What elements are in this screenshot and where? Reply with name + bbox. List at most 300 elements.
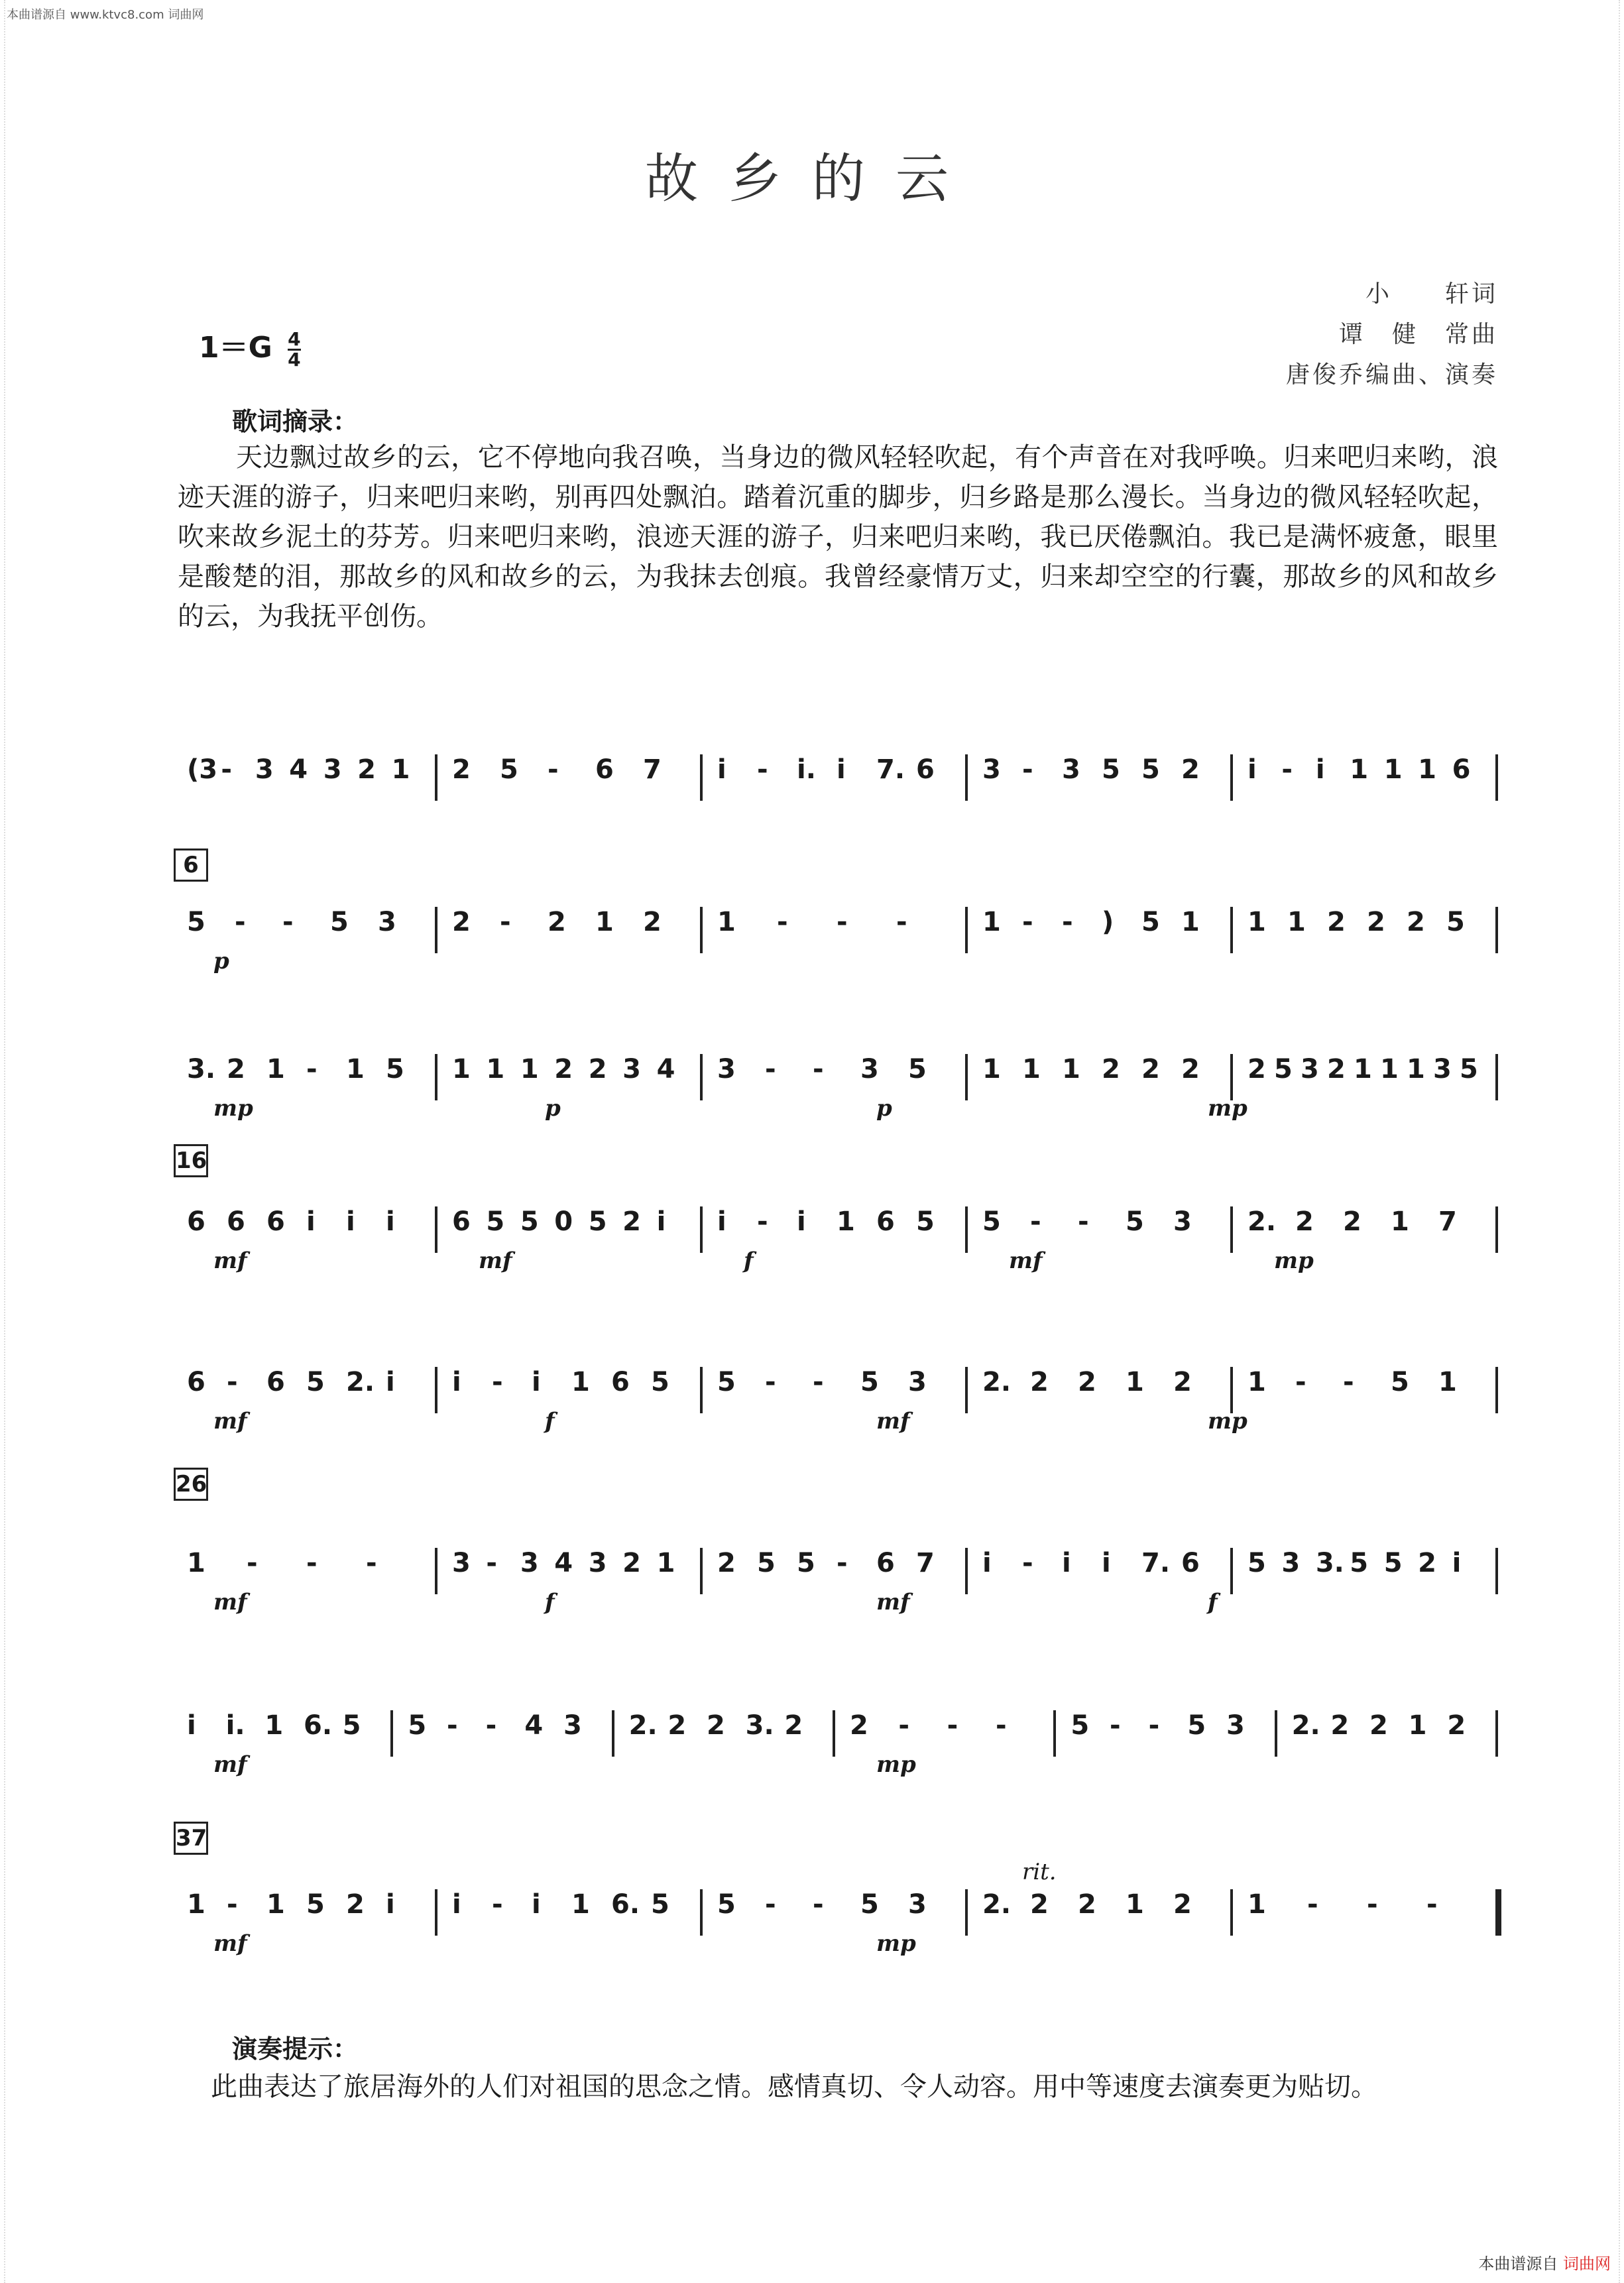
barline (435, 1054, 437, 1100)
barline (1230, 1548, 1233, 1594)
note: 3 (1433, 1054, 1452, 1084)
dynamic-marking: mp (876, 1751, 916, 1778)
note: - (813, 1889, 824, 1920)
note: 2 (1102, 1054, 1120, 1084)
dynamic-marking: f (545, 1589, 555, 1615)
note: 2 (1173, 1367, 1192, 1397)
note: 6 (452, 1206, 471, 1237)
note: 5 (187, 907, 205, 937)
credit-arranger: 唐俊乔编曲、演奏 (1285, 361, 1498, 388)
note: 1 (1407, 1054, 1425, 1084)
barline (390, 1710, 393, 1757)
staff-line (174, 1548, 1499, 1627)
note: 5 (1383, 1548, 1403, 1578)
dynamic-marking: p (213, 948, 229, 974)
note: 3 (908, 1367, 927, 1397)
barline (1230, 907, 1233, 953)
note: - (227, 1889, 238, 1920)
note: 1 (187, 1548, 205, 1578)
barline (1230, 1054, 1233, 1100)
note: 7. (1141, 1548, 1171, 1578)
note: 5 (916, 1206, 935, 1237)
note: 2 (1330, 1710, 1350, 1741)
note: - (1022, 1548, 1033, 1578)
note: 3 (908, 1889, 927, 1920)
note: 1 (1062, 1054, 1080, 1084)
note: i (797, 1206, 806, 1237)
barline (965, 1548, 968, 1594)
note: 5 (520, 1206, 539, 1237)
staff-line (174, 754, 1499, 834)
barline (1495, 907, 1498, 953)
note: 1 (1247, 1367, 1266, 1397)
dynamic-marking: mf (479, 1248, 512, 1274)
note: 3. (1315, 1548, 1344, 1578)
note: 1 (1181, 907, 1200, 937)
note: 6 (611, 1367, 630, 1397)
staff-line (174, 1206, 1499, 1286)
note: 1 (346, 1054, 365, 1084)
note: 7 (916, 1548, 935, 1578)
credit-lyricist: 小 轩词 (1365, 280, 1498, 308)
note: 2 (588, 1054, 607, 1084)
note: - (306, 1054, 318, 1084)
note: - (492, 1889, 503, 1920)
note: 2 (707, 1710, 725, 1741)
barline (1495, 1710, 1498, 1757)
note: - (765, 1054, 776, 1084)
note: 1 (520, 1054, 539, 1084)
note: 5 (1102, 754, 1120, 785)
note: 5 (982, 1206, 1001, 1237)
barline (1495, 1206, 1498, 1253)
note: 2. (346, 1367, 375, 1397)
note: - (896, 907, 907, 937)
note: - (765, 1367, 776, 1397)
note: 1 (266, 1054, 285, 1084)
footer (1478, 2251, 1611, 2274)
note: - (1148, 1710, 1160, 1741)
dynamic-marking: mp (1208, 1408, 1247, 1434)
note: 3. (745, 1710, 774, 1741)
key-signature (199, 323, 301, 369)
note: 3 (860, 1054, 879, 1084)
note: 6 (1181, 1548, 1200, 1578)
note: 1 (837, 1206, 855, 1237)
note: 6 (266, 1206, 285, 1237)
barline (700, 1054, 703, 1100)
note: i (717, 1206, 726, 1237)
note: 4 (554, 1548, 573, 1578)
dynamic-marking: mp (1208, 1095, 1247, 1122)
note: 1 (982, 1054, 1001, 1084)
note: 5 (486, 1206, 505, 1237)
staff-line (174, 1054, 1499, 1134)
footer-site: 词曲网 (1563, 2254, 1611, 2273)
note: 3 (1301, 1054, 1319, 1084)
note: 3 (622, 1054, 641, 1084)
barline (1495, 1367, 1498, 1413)
barline (1275, 1710, 1277, 1757)
note: 2 (227, 1054, 245, 1084)
note: 3 (982, 754, 1001, 785)
note: 1 (1383, 754, 1403, 785)
note: i (386, 1367, 395, 1397)
note: 3 (323, 754, 342, 785)
note: 2 (717, 1548, 736, 1578)
note: i (717, 754, 726, 785)
note: - (813, 1054, 824, 1084)
note: 3 (255, 754, 274, 785)
note: 1 (595, 907, 614, 937)
note: 3 (588, 1548, 607, 1578)
staff-line (174, 907, 1499, 986)
note: 1 (1287, 907, 1306, 937)
note: 3 (378, 907, 396, 937)
barline (435, 754, 437, 801)
note: 5 (588, 1206, 607, 1237)
note: 3 (563, 1710, 582, 1741)
note: 4 (656, 1054, 675, 1084)
note: - (485, 1710, 497, 1741)
note: - (813, 1367, 824, 1397)
note: i (386, 1889, 395, 1920)
note: 2 (1181, 754, 1200, 785)
note: 2 (1369, 1710, 1388, 1741)
note: 5 (797, 1548, 815, 1578)
note: 1 (1380, 1054, 1399, 1084)
note: - (1022, 754, 1033, 785)
note: i (452, 1889, 461, 1920)
note: 2. (628, 1710, 658, 1741)
note: - (947, 1710, 958, 1741)
note: 2 (1173, 1889, 1192, 1920)
note: 3 (1062, 754, 1080, 785)
barline (700, 754, 703, 801)
note: i (1315, 754, 1325, 785)
note: i (532, 1889, 541, 1920)
dynamic-marking: p (545, 1095, 561, 1122)
note: 1 (1022, 1054, 1041, 1084)
note: 1 (571, 1367, 590, 1397)
note: - (1281, 754, 1293, 785)
note: 1 (1438, 1367, 1457, 1397)
note: 5 (717, 1367, 736, 1397)
note: 1 (1247, 1889, 1266, 1920)
barline (965, 907, 968, 953)
barline (700, 1889, 703, 1936)
note: 1 (1354, 1054, 1372, 1084)
barline (1495, 1054, 1498, 1100)
barline (700, 1206, 703, 1253)
barline (1495, 1889, 1501, 1936)
barline (1230, 754, 1233, 801)
barline (1230, 1367, 1233, 1413)
note: - (1062, 907, 1073, 937)
note: 2 (643, 907, 662, 937)
note: 6 (595, 754, 614, 785)
note: i (1102, 1548, 1111, 1578)
rehearsal-mark: 16 (174, 1144, 208, 1177)
dynamic-marking: f (744, 1248, 754, 1274)
note: 5 (1141, 907, 1160, 937)
note: - (500, 907, 511, 937)
note: 5 (1460, 1054, 1478, 1084)
note: 2 (622, 1548, 641, 1578)
note: 1 (266, 1889, 285, 1920)
note: 7 (643, 754, 662, 785)
note: 1 (982, 907, 1001, 937)
barline (435, 1367, 437, 1413)
note: 2. (982, 1367, 1012, 1397)
note: 5 (908, 1054, 927, 1084)
note: 5 (1071, 1710, 1090, 1741)
barline (435, 1548, 437, 1594)
note: 1 (1126, 1889, 1144, 1920)
note: - (306, 1548, 318, 1578)
note: 6 (266, 1367, 285, 1397)
note: 5 (408, 1710, 427, 1741)
dynamic-marking: mf (213, 1930, 247, 1957)
note: 2 (622, 1206, 641, 1237)
barline (1053, 1710, 1056, 1757)
dynamic-marking: mf (213, 1589, 247, 1615)
barline (965, 1367, 968, 1413)
note: 5 (1187, 1710, 1206, 1741)
note: - (1295, 1367, 1306, 1397)
note: - (366, 1548, 377, 1578)
note: i (346, 1206, 355, 1237)
note: i (1247, 754, 1257, 785)
note: 6 (1452, 754, 1471, 785)
page-title: 故乡的云 (645, 148, 979, 209)
barline (435, 907, 437, 953)
barline (1495, 754, 1498, 801)
note: - (1307, 1889, 1318, 1920)
note: 3 (1281, 1548, 1301, 1578)
note: - (447, 1710, 458, 1741)
note: 5 (1141, 754, 1160, 785)
note: 2 (1078, 1889, 1096, 1920)
lyrics-heading: 歌词摘录： (232, 406, 359, 436)
note: 6 (916, 754, 935, 785)
barline (965, 1206, 968, 1253)
note: i. (797, 754, 816, 785)
dynamic-marking: mf (213, 1751, 247, 1778)
barline (965, 1054, 968, 1100)
note: 5 (500, 754, 518, 785)
note: - (1078, 1206, 1089, 1237)
note: - (221, 754, 233, 785)
tempo-annotation: rit. (1022, 1859, 1057, 1885)
rehearsal-mark: 26 (174, 1468, 208, 1501)
note: 7 (1438, 1206, 1457, 1237)
note: 6 (227, 1206, 245, 1237)
barline (700, 1367, 703, 1413)
note: 1 (1391, 1206, 1409, 1237)
note: 5 (330, 907, 349, 937)
note: 5 (1126, 1206, 1144, 1237)
key-text: 1＝G (199, 331, 272, 365)
note: 6 (876, 1548, 895, 1578)
note: i (187, 1710, 196, 1741)
note: 2 (1247, 1054, 1266, 1084)
note: - (765, 1889, 776, 1920)
note: 3. (187, 1054, 216, 1084)
note: 3 (452, 1548, 471, 1578)
note: 5 (860, 1889, 879, 1920)
dynamic-marking: mp (213, 1095, 253, 1122)
barline (1495, 1548, 1498, 1594)
note: 4 (289, 754, 308, 785)
note: 3 (520, 1548, 539, 1578)
note: - (777, 907, 788, 937)
barline (612, 1710, 614, 1757)
note: - (1030, 1206, 1041, 1237)
dynamic-marking: f (1208, 1589, 1218, 1615)
dynamic-marking: mf (213, 1408, 247, 1434)
barline (435, 1889, 437, 1936)
right-page-edge (1609, 0, 1620, 2283)
footer-prefix: 本曲谱源自 (1478, 2254, 1558, 2273)
staff-line (174, 1367, 1499, 1446)
note: - (837, 1548, 848, 1578)
note: i (1062, 1548, 1071, 1578)
note: 1 (187, 1889, 205, 1920)
tips-body: 此曲表达了旅居海外的人们对祖国的思念之情。感情真切、令人动容。用中等速度去演奏更为贴切。 (211, 2072, 1377, 2102)
note: 2. (982, 1889, 1012, 1920)
note: 2 (452, 907, 471, 937)
note: 6 (187, 1206, 205, 1237)
note: 3 (717, 1054, 736, 1084)
note: 5 (342, 1710, 361, 1741)
note: 5 (1247, 1548, 1266, 1578)
barline (833, 1710, 835, 1757)
note: 2 (346, 1889, 365, 1920)
note: i (532, 1367, 541, 1397)
note: 5 (1350, 1548, 1369, 1578)
note: 5 (1446, 907, 1465, 937)
note: i (452, 1367, 461, 1397)
note: - (1426, 1889, 1438, 1920)
note: 5 (860, 1367, 879, 1397)
dynamic-marking: f (545, 1408, 555, 1434)
note: 1 (1126, 1367, 1144, 1397)
note: - (227, 1367, 238, 1397)
note: 2. (1291, 1710, 1320, 1741)
note: - (757, 754, 768, 785)
note: - (837, 907, 848, 937)
note: 2 (452, 754, 471, 785)
note: 1 (1408, 1710, 1427, 1741)
note: 6. (304, 1710, 333, 1741)
note: - (1110, 1710, 1121, 1741)
note: 1 (264, 1710, 284, 1741)
note: 2 (548, 907, 566, 937)
note: 5 (651, 1889, 669, 1920)
lyrics-body: 天边飘过故乡的云，它不停地向我召唤，当身边的微风轻轻吹起，有个声音在对我呼唤。归来吧归来哟，浪迹天涯的游子，归来吧归来哟，别再四处飘泊。踏着沉重的脚步，归乡路是那么漫长。当身边的微风轻轻吹起，吹来故乡泥土的芬芳。归来吧归来哟，浪迹天涯的游子，归来吧归来哟，我已厌倦飘泊。我已是满怀疲惫，眼里是酸楚的泪，那故乡的风和故乡的云，为我抹去创痕。我曾经豪情万丈，归来却空空的行囊，那故乡的风和故乡的云，为我抚平创伤。 (178, 442, 1498, 632)
note: 3 (1226, 1710, 1245, 1741)
note: 6 (876, 1206, 895, 1237)
note: 1 (571, 1889, 590, 1920)
dynamic-marking: p (876, 1095, 892, 1122)
note: 5 (651, 1367, 669, 1397)
note: 5 (306, 1367, 325, 1397)
note: 5 (757, 1548, 776, 1578)
left-page-edge (4, 0, 15, 2283)
note: 2 (1418, 1548, 1436, 1578)
note: (3 (187, 754, 218, 785)
note: 2. (1247, 1206, 1277, 1237)
note: 4 (524, 1710, 544, 1741)
rehearsal-mark: 6 (174, 849, 208, 882)
note: 2 (1181, 1054, 1200, 1084)
rehearsal-mark: 37 (174, 1822, 208, 1855)
barline (700, 907, 703, 953)
time-signature: $\frac{4}{4}$ (288, 327, 301, 371)
note: - (282, 907, 294, 937)
note: 1 (1418, 754, 1436, 785)
note: 5 (717, 1889, 736, 1920)
note: 2 (1447, 1710, 1466, 1741)
note: - (548, 754, 559, 785)
note: 2 (1407, 907, 1425, 937)
note: - (1022, 907, 1033, 937)
note: i (1452, 1548, 1462, 1578)
note: 6. (611, 1889, 640, 1920)
note: 5 (306, 1889, 325, 1920)
note: 1 (717, 907, 736, 937)
note: 2 (667, 1710, 687, 1741)
note: 2 (1367, 907, 1385, 937)
note: - (486, 1548, 498, 1578)
note: 1 (486, 1054, 505, 1084)
barline (965, 754, 968, 801)
note: i (656, 1206, 666, 1237)
note: 0 (554, 1206, 573, 1237)
note: 1 (1247, 907, 1266, 937)
note: i (982, 1548, 992, 1578)
dynamic-marking: mp (876, 1930, 916, 1957)
dynamic-marking: mf (876, 1589, 910, 1615)
note: - (247, 1548, 258, 1578)
note: 5 (386, 1054, 404, 1084)
note: - (1367, 1889, 1378, 1920)
note: 5 (1391, 1367, 1409, 1397)
note: 2 (1295, 1206, 1314, 1237)
note: - (996, 1710, 1007, 1741)
note: - (898, 1710, 909, 1741)
note: 1 (452, 1054, 471, 1084)
dynamic-marking: mf (213, 1248, 247, 1274)
note: 6 (187, 1367, 205, 1397)
note: i. (225, 1710, 245, 1741)
staff-line (174, 1710, 1499, 1790)
note: 2 (1327, 907, 1346, 937)
note: 3 (1173, 1206, 1192, 1237)
note: i (306, 1206, 316, 1237)
note: 1 (1350, 754, 1369, 785)
tips-heading: 演奏提示： (232, 2034, 359, 2064)
note: - (492, 1367, 503, 1397)
note: 2 (554, 1054, 573, 1084)
note: - (1343, 1367, 1354, 1397)
note: i (837, 754, 846, 785)
note: ) (1102, 907, 1114, 937)
staff-line (174, 1859, 1499, 1969)
dynamic-marking: mp (1274, 1248, 1314, 1274)
note: 2 (1343, 1206, 1362, 1237)
